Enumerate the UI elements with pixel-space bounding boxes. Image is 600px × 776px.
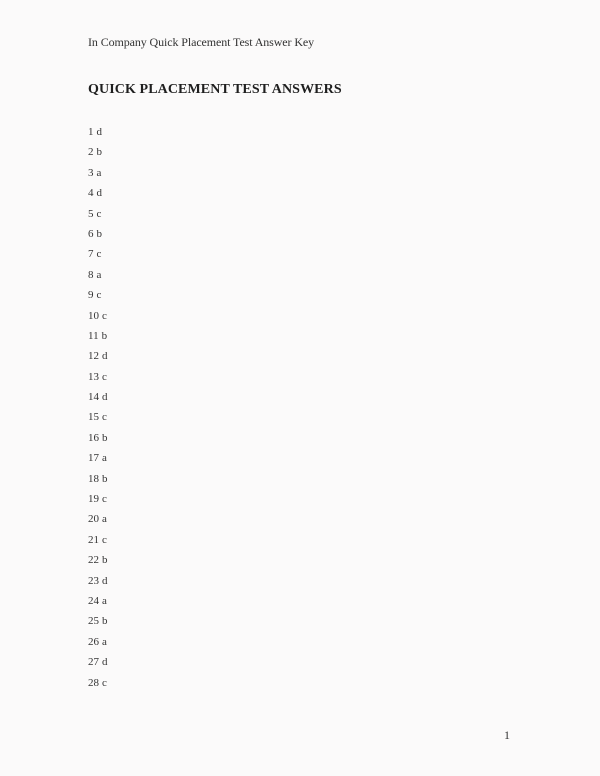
answer-item: [88, 492, 108, 512]
question-number: 9: [88, 289, 94, 302]
answer-letter: b: [101, 329, 108, 342]
answer-item: [88, 125, 108, 145]
answer-letter: b: [96, 146, 102, 159]
question-number: 18: [88, 472, 99, 485]
answer-letter: c: [102, 676, 107, 689]
question-number: 15: [88, 411, 99, 424]
question-number: 13: [88, 370, 99, 383]
answer-item: [88, 390, 108, 410]
answer-letter: a: [102, 452, 107, 465]
answer-item: [88, 349, 108, 369]
answer-letter: c: [96, 207, 102, 220]
question-number: 11: [88, 329, 99, 342]
answer-letter: a: [102, 594, 107, 607]
answer-item: [88, 186, 108, 206]
answer-letter: b: [102, 472, 108, 485]
answer-letter: d: [102, 350, 108, 363]
question-number: 27: [88, 656, 99, 669]
answer-item: [88, 655, 108, 675]
answer-item: [88, 410, 108, 430]
answer-item: [88, 268, 108, 288]
answer-letter: c: [102, 411, 107, 424]
answer-letter: c: [102, 493, 107, 506]
question-number: 14: [88, 391, 99, 404]
answer-item: [88, 676, 108, 696]
answer-letter: c: [102, 533, 107, 546]
question-number: 24: [88, 594, 99, 607]
answer-letter: a: [96, 166, 102, 179]
answer-letter: d: [96, 187, 102, 200]
answer-letter: c: [102, 309, 107, 322]
question-number: 23: [88, 574, 99, 587]
answer-letter: d: [102, 391, 108, 404]
page-title: QUICK PLACEMENT TEST ANSWERS: [88, 82, 342, 97]
answer-item: [88, 370, 108, 390]
answer-item: [88, 166, 108, 186]
question-number: 1: [88, 126, 94, 138]
answer-item: [88, 309, 108, 329]
answer-item: [88, 431, 108, 451]
question-number: 16: [88, 431, 99, 444]
answer-item: [88, 329, 108, 349]
answer-letter: b: [96, 227, 102, 240]
answer-letter: b: [102, 615, 108, 628]
answer-item: [88, 614, 108, 634]
page-number: 1: [504, 728, 510, 742]
question-number: 5: [88, 207, 94, 220]
answer-letter: b: [102, 554, 108, 567]
answer-item: [88, 533, 108, 553]
answer-letter: a: [102, 513, 107, 526]
answer-item: [88, 512, 108, 532]
answer-item: [88, 451, 108, 471]
answer-letter: d: [96, 126, 102, 138]
answer-item: [88, 227, 108, 247]
question-number: 21: [88, 533, 99, 546]
question-number: 20: [88, 513, 99, 526]
answer-item: [88, 207, 108, 227]
document-header: In Company Quick Placement Test Answer Key: [88, 35, 315, 49]
question-number: 6: [88, 227, 94, 240]
question-number: 26: [88, 635, 99, 648]
answer-item: [88, 247, 108, 267]
question-number: 22: [88, 554, 99, 567]
question-number: 3: [88, 166, 94, 179]
question-number: 25: [88, 615, 99, 628]
question-number: 28: [88, 676, 99, 689]
answer-list: [88, 125, 108, 696]
answer-item: [88, 145, 108, 165]
answer-item: [88, 574, 108, 594]
question-number: 4: [88, 187, 94, 200]
question-number: 7: [88, 248, 94, 261]
answer-letter: d: [102, 574, 108, 587]
question-number: 2: [88, 146, 94, 159]
question-number: 12: [88, 350, 99, 363]
answer-letter: b: [102, 431, 108, 444]
answer-letter: a: [96, 268, 102, 281]
answer-letter: c: [102, 370, 107, 383]
answer-letter: c: [96, 248, 102, 261]
answer-letter: c: [96, 289, 102, 302]
answer-letter: a: [102, 635, 107, 648]
question-number: 19: [88, 493, 99, 506]
answer-letter: d: [102, 656, 108, 669]
answer-item: [88, 635, 108, 655]
answer-item: [88, 553, 108, 573]
answer-item: [88, 594, 108, 614]
question-number: 8: [88, 268, 94, 281]
answer-item: [88, 472, 108, 492]
question-number: 10: [88, 309, 99, 322]
answer-item: [88, 288, 108, 308]
question-number: 17: [88, 452, 99, 465]
